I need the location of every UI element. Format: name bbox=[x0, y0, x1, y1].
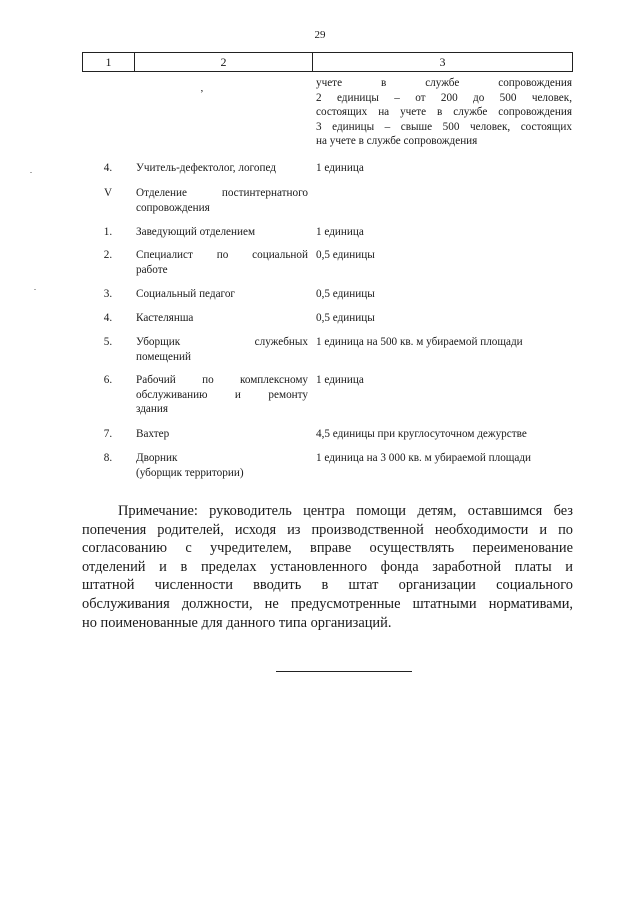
row-name-line: помещений bbox=[136, 350, 191, 363]
row-quantity: 1 единица bbox=[316, 226, 364, 238]
note-paragraph bbox=[82, 502, 573, 632]
note-line: отделений и в пределах установленного фонда заработной платы и bbox=[82, 558, 573, 575]
note-line: штатной численности вводить в штат организации социального bbox=[82, 577, 573, 594]
row-name bbox=[136, 335, 308, 364]
row-name: Кастелянша bbox=[136, 312, 194, 324]
row-name-line: обслуживанию и ремонту bbox=[136, 388, 308, 401]
scan-speck bbox=[34, 289, 36, 290]
row-name bbox=[136, 373, 308, 417]
row-name-line: Специалист по социальной bbox=[136, 249, 308, 261]
note-line: согласованию с учредителем, вправе осуществлять переименование bbox=[82, 540, 573, 557]
row-number: 2. bbox=[103, 249, 113, 261]
row-number: 8. bbox=[103, 452, 113, 464]
row-name bbox=[136, 186, 308, 215]
note-line: Примечание: руководитель центра помощи детям, оставшимся без bbox=[118, 503, 573, 519]
note-line: обслуживания должности, не предусмотренные штатными нормативами, bbox=[82, 595, 573, 612]
row-name-line: Отделение постинтернатного bbox=[136, 187, 308, 199]
row-number: 4. bbox=[103, 162, 113, 174]
scan-speck bbox=[30, 172, 32, 173]
row-name-line: Дворник bbox=[136, 452, 178, 464]
row-name: Вахтер bbox=[136, 428, 170, 440]
note-line: но поименованные для данного типа организаций. bbox=[82, 614, 392, 631]
row-name bbox=[136, 451, 308, 480]
row-number: 3. bbox=[103, 288, 113, 300]
continuation-line: 2 единицы – от 200 до 500 человек, bbox=[316, 91, 572, 104]
row-number: 1. bbox=[103, 226, 113, 238]
row-name-line: сопровождения bbox=[136, 201, 210, 214]
row-quantity: 1 единица bbox=[316, 374, 364, 386]
continuation-cell bbox=[316, 76, 572, 149]
row-quantity: 0,5 единицы bbox=[316, 288, 375, 300]
row-name: Учитель-дефектолог, логопед bbox=[136, 162, 276, 174]
row-number: 5. bbox=[103, 336, 113, 348]
header-col-1: 1 bbox=[83, 53, 135, 71]
note-line: попечения родителей, исходя из производственной необходимости и по bbox=[82, 521, 573, 538]
row-quantity: 1 единица на 3 000 кв. м убираемой площади bbox=[316, 452, 532, 464]
continuation-line: состоящих на учете в службе сопровождения bbox=[316, 106, 572, 119]
row-name: Социальный педагог bbox=[136, 288, 236, 300]
continuation-line: 3 единицы – свыше 500 человек, состоящих bbox=[316, 120, 572, 133]
row-quantity: 1 единица bbox=[316, 162, 364, 174]
row-quantity: 0,5 единицы bbox=[316, 312, 375, 324]
stray-mark: ʼ bbox=[200, 88, 204, 100]
row-number: 4. bbox=[103, 312, 113, 324]
continuation-line: учете в службе сопровождения bbox=[316, 77, 572, 89]
row-number: 7. bbox=[103, 428, 113, 440]
row-name: Заведующий отделением bbox=[136, 226, 256, 238]
continuation-line: на учете в службе сопровождения bbox=[316, 135, 478, 148]
row-name-line: Уборщик служебных bbox=[136, 336, 308, 348]
header-col-2: 2 bbox=[135, 53, 313, 71]
row-quantity: 4,5 единицы при круглосуточном дежурстве bbox=[316, 428, 527, 440]
row-name bbox=[136, 248, 308, 277]
row-quantity: 1 единица на 500 кв. м убираемой площади bbox=[316, 336, 523, 348]
row-name-line: работе bbox=[136, 263, 168, 276]
row-name-line: (уборщик территории) bbox=[136, 466, 244, 479]
closing-rule bbox=[276, 671, 412, 672]
header-col-3: 3 bbox=[439, 54, 446, 69]
row-number: 6. bbox=[103, 374, 113, 386]
table-header bbox=[82, 52, 573, 72]
row-name-line: здания bbox=[136, 403, 168, 416]
row-quantity: 0,5 единицы bbox=[316, 249, 375, 261]
row-number: V bbox=[103, 187, 113, 199]
row-name-line: Рабочий по комплексному bbox=[136, 374, 308, 386]
page-number: 29 bbox=[314, 29, 326, 41]
